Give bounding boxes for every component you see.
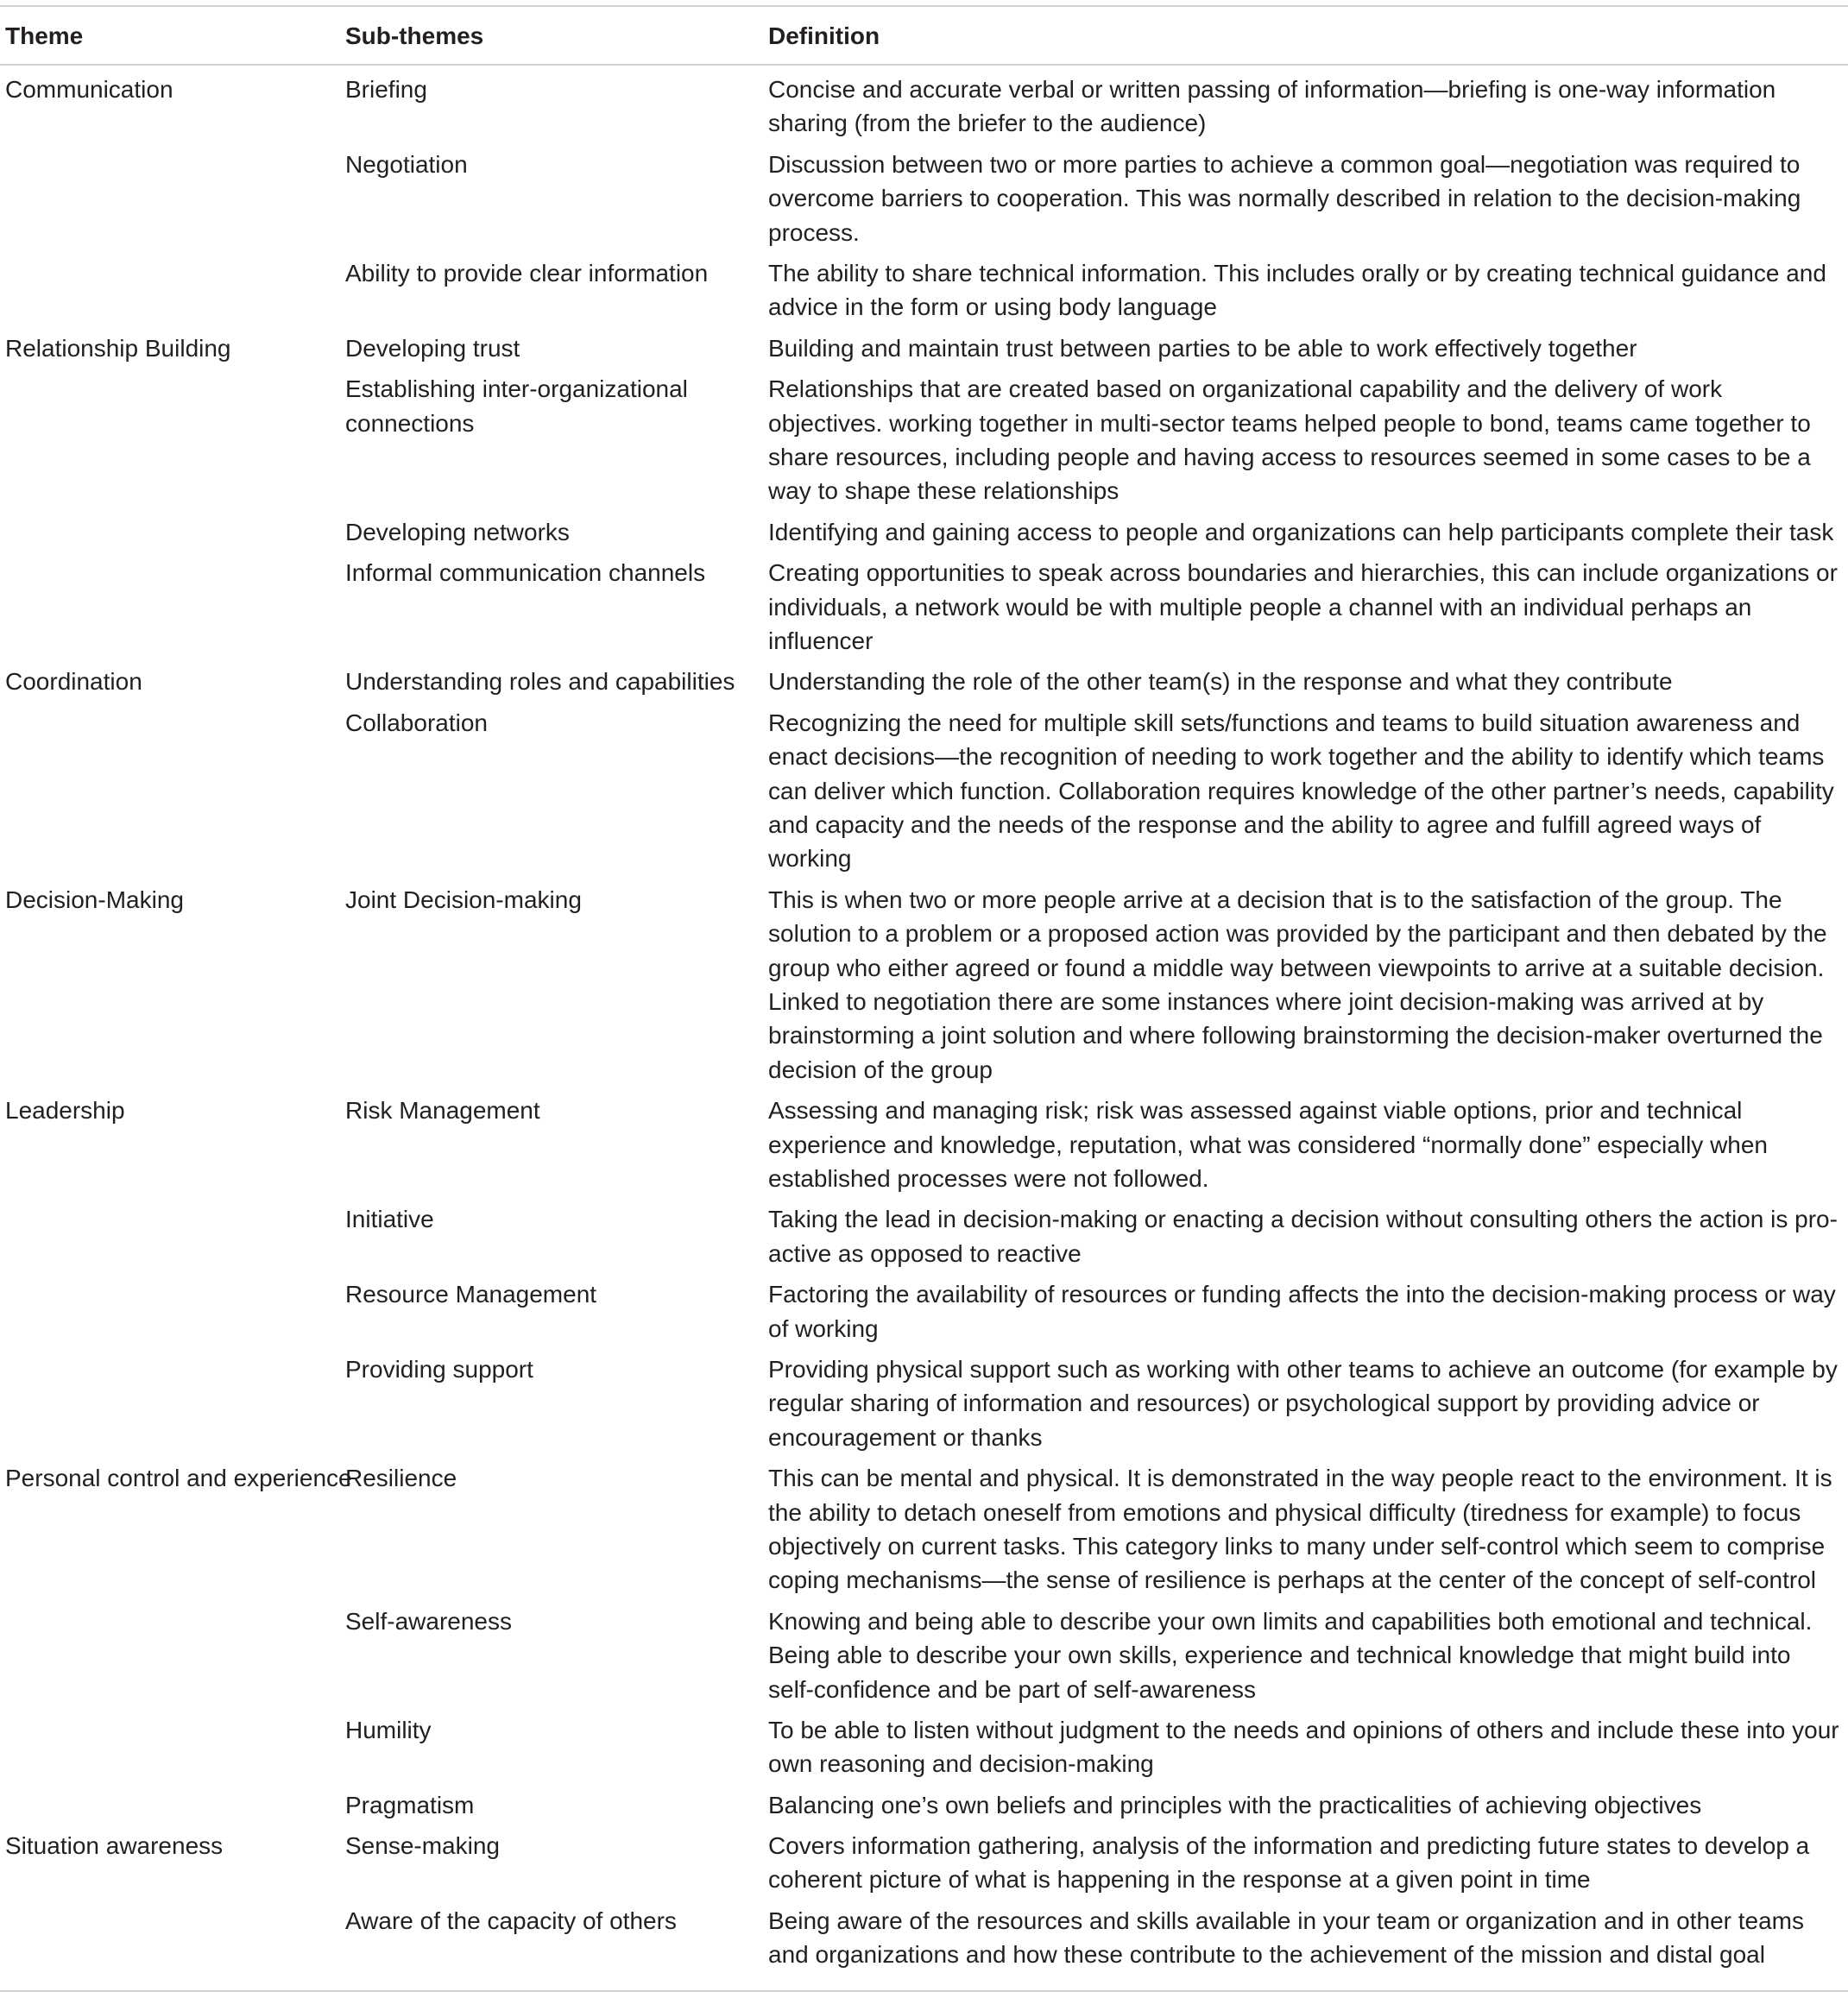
table-row: [0, 515, 1848, 556]
cell-definition: Understanding the role of the other team(s) in the response and what they contribute: [768, 668, 1673, 696]
table-row: [0, 1461, 1848, 1604]
cell-definition: Factoring the availability of resources or funding affects the into the decision-making process or way of working: [768, 1281, 1836, 1342]
cell-subtheme: Providing support: [345, 1355, 533, 1383]
cell-subtheme: Establishing inter-organizational connections: [345, 375, 688, 437]
cell-subtheme: Briefing: [345, 76, 427, 103]
cell-subtheme: Informal communication channels: [345, 559, 706, 587]
cell-definition: Concise and accurate verbal or written passing of information—briefing is one-way information sharing (from the briefer to the audience): [768, 76, 1776, 137]
table-row: [0, 1604, 1848, 1713]
cell-definition: This can be mental and physical. It is demonstrated in the way people react to the environment. It is the ability to detach oneself from emotions and physical difficulty (tiredness for example) to focus objectively on current tasks. This category links to many under self-control which seem to comprise coping mechanisms—the sense of resilience is perhaps at the center of the concept of self-control: [768, 1465, 1832, 1594]
cell-definition: Balancing one’s own beliefs and principles with the practicalities of achieving objectives: [768, 1791, 1702, 1818]
header-definition: Definition: [768, 22, 880, 49]
table-row: [0, 665, 1848, 705]
cell-subtheme: Negotiation: [345, 150, 468, 178]
header-theme: Theme: [5, 22, 84, 49]
cell-theme: Relationship Building: [5, 334, 231, 362]
table-row: [0, 1829, 1848, 1904]
cell-subtheme: Aware of the capacity of others: [345, 1907, 677, 1934]
cell-subtheme: Developing networks: [345, 518, 570, 545]
cell-subtheme: Risk Management: [345, 1097, 540, 1125]
table-row: [0, 256, 1848, 331]
cell-definition: Discussion between two or more parties to achieve a common goal—negotiation was required to overcome barriers to cooperation. This was normally described in relation to the decision-making process.: [768, 150, 1801, 246]
table-header-row: [0, 7, 1848, 66]
cell-subtheme: Joint Decision-making: [345, 886, 582, 913]
cell-subtheme: Self-awareness: [345, 1607, 512, 1635]
table-row: [0, 1713, 1848, 1788]
cell-theme: Coordination: [5, 668, 142, 696]
cell-theme: Leadership: [5, 1097, 125, 1125]
cell-definition: Assessing and managing risk; risk was assessed against viable options, prior and technical experience and knowledge, reputation, what was considered “normally done” especially when established processes were not followed.: [768, 1097, 1769, 1192]
cell-subtheme: Ability to provide clear information: [345, 259, 709, 287]
cell-subtheme: Collaboration: [345, 709, 488, 736]
cell-theme: Personal control and experience: [5, 1465, 352, 1492]
table-row: [0, 1094, 1848, 1202]
cell-subtheme: Resilience: [345, 1465, 457, 1492]
table-row: [0, 1352, 1848, 1461]
cell-definition: Creating opportunities to speak across boundaries and hierarchies, this can include organizations or individuals, a network would be with multiple people a channel with an individual perhaps an influencer: [768, 559, 1838, 654]
header-subtheme: Sub-themes: [345, 22, 484, 49]
cell-theme: Decision-Making: [5, 886, 184, 913]
table-row: [0, 331, 1848, 372]
cell-definition: Taking the lead in decision-making or enacting a decision without consulting others the action is pro-active as opposed to reactive: [768, 1206, 1838, 1267]
table-row: [0, 883, 1848, 1094]
cell-subtheme: Initiative: [345, 1206, 434, 1233]
cell-definition: This is when two or more people arrive at a decision that is to the satisfaction of the group. The solution to a problem or a proposed action was provided by the participant and then debated by the group who either agreed or found a middle way between viewpoints to arrive at a suitable decision. Linked to negotiation there are some instances where joint decision-making was arrived at by brainstorming a joint solution and where following brainstorming the decision-maker overturned the decision of the group: [768, 886, 1827, 1083]
cell-theme: Situation awareness: [5, 1832, 224, 1860]
table-row: [0, 1788, 1848, 1829]
table-row: [0, 148, 1848, 256]
themes-table: [0, 5, 1848, 1979]
cell-definition: Recognizing the need for multiple skill sets/functions and teams to build situation awareness and enact decisions—the recognition of needing to work together and the ability to identify which teams can deliver which function. Collaboration requires knowledge of the other partner’s needs, capability and capacity and the needs of the response and the ability to agree and fulfill agreed ways of working: [768, 709, 1834, 873]
table-row: [0, 1904, 1848, 1979]
cell-definition: Being aware of the resources and skills available in your team or organization and in other teams and organizations and how these contribute to the achievement of the mission and distal goal: [768, 1907, 1804, 1969]
cell-subtheme: Humility: [345, 1716, 432, 1743]
cell-definition: Relationships that are created based on organizational capability and the delivery of work objectives. working together in multi-sector teams helped people to bond, teams came together to share resources, including people and having access to resources seemed in some cases to be a way to shape these relationships: [768, 375, 1811, 505]
table-row: [0, 72, 1848, 148]
cell-definition: Knowing and being able to describe your own limits and capabilities both emotional and technical. Being able to describe your own skills, experience and technical knowledge that might build into self-confidence and be part of self-awareness: [768, 1607, 1813, 1703]
cell-definition: The ability to share technical information. This includes orally or by creating technical guidance and advice in the form or using body language: [768, 259, 1826, 321]
table-row: [0, 556, 1848, 665]
cell-subtheme: Sense-making: [345, 1832, 500, 1860]
table-row: [0, 1277, 1848, 1352]
cell-definition: To be able to listen without judgment to the needs and opinions of others and include these into your own reasoning and decision-making: [768, 1716, 1839, 1778]
table-row: [0, 1202, 1848, 1277]
cell-subtheme: Understanding roles and capabilities: [345, 668, 735, 696]
table-row: [0, 372, 1848, 515]
cell-subtheme: Pragmatism: [345, 1791, 475, 1818]
cell-definition: Building and maintain trust between parties to be able to work effectively together: [768, 334, 1637, 362]
cell-definition: Identifying and gaining access to people and organizations can help participants complete their task: [768, 518, 1834, 545]
cell-theme: Communication: [5, 76, 173, 103]
cell-subtheme: Resource Management: [345, 1281, 597, 1308]
table-row: [0, 706, 1848, 883]
table-body: [0, 72, 1848, 1979]
cell-definition: Providing physical support such as working with other teams to achieve an outcome (for example by regular sharing of information and resources) or psychological support by providing advice or encouragement or thanks: [768, 1355, 1838, 1451]
table-bottom-rule: [0, 1990, 1848, 1992]
cell-definition: Covers information gathering, analysis of the information and predicting future states to develop a coherent picture of what is happening in the response at a given point in time: [768, 1832, 1810, 1894]
cell-subtheme: Developing trust: [345, 334, 520, 362]
